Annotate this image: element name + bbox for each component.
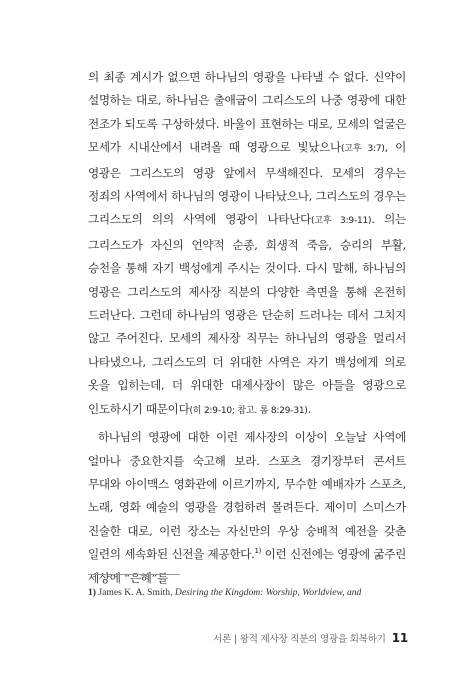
footnote-number: 1)	[88, 587, 96, 598]
scripture-reference: (고후 3:9-11)	[311, 216, 372, 227]
paragraph-1-text-b: , 이 영광은 그리스도의 영광 앞에서 무색해진다. 모세의 경우는 정죄의 사역에서 하나님의 영광이 나타났으나, 그리스도의 경우는 그리스도의 의의 사역에 영광이 나타난다	[88, 140, 407, 227]
footnote-author: James K. A. Smith,	[96, 587, 175, 598]
body-text	[88, 66, 406, 590]
scripture-reference: (고후 3:7)	[340, 144, 385, 155]
footnote-marker[interactable]: 1)	[254, 547, 262, 556]
paragraph-1	[88, 66, 406, 423]
footnote	[88, 586, 418, 599]
footnote-divider	[88, 574, 180, 575]
paragraph-1-text-c: . 의는 그리스도가 자신의 언약적 순종, 희생적 죽음, 승리의 부활, 승천을 통해 자기 백성에게 주시는 것이다. 다시 말해, 하나님의 영광은 그리스도의 제사장 직분의 다양한 측면을 통해 온전히 드러난다. 그런데 하나님의 영광은 단순히 드러나는 데서 그치지 않고 주어진다. 모세의 제사장 직무는 하나님의 영광을 멀리서 나타냈으나, 그리스도의 더 위대한 사역은 자기 백성에게 의로 옷을 입히는데, 더 위대한 대제사장이 많은 아들을 영광으로 인도하시기 때문이다	[88, 212, 406, 416]
page-number: 11	[391, 631, 408, 645]
paragraph-1-text-d: .	[307, 401, 312, 416]
paragraph-2	[88, 426, 406, 590]
footnote-title: Desiring the Kingdom: Worship, Worldview, and	[174, 587, 362, 598]
paragraph-2-text-b: 이런 신전에는 영광에 굶주린 세상에 “은혜”를	[88, 547, 407, 585]
paragraph-1-text-a: 의 최종 계시가 없으면 하나님의 영광을 나타낼 수 없다. 신약이 설명하는 대로, 하나님은 출애굽이 그리스도의 나중 영광에 대한 전조가 되도록 구상하셨다. 바울이 표현하는 대로, 모세의 얼굴은 모세가 시내산에서 내려올 때 영광으로 빛났으나	[88, 70, 406, 155]
running-footer	[213, 631, 408, 645]
running-title: 서론 | 왕적 제사장 직분의 영광을 회복하기	[213, 634, 386, 645]
paragraph-2-text-a: 하나님의 영광에 대한 이런 제사장의 이상이 오늘날 사역에 얼마나 중요한지를 숙고해 보라. 스포츠 경기장부터 콘서트 무대와 아이맥스 영화관에 이르기까지, 무수한 예배자가 스포츠, 노래, 영화 예술의 영광을 경험하려 몰려든다. 제이미 스미스가 진술한 대로, 이런 장소는 자신만의 우상 숭배적 예전을 갖춘 일련의 세속화된 신전을 제공한다.	[88, 430, 406, 562]
scripture-reference: (히 2:9-10; 참고. 롬 8:29-31)	[189, 405, 308, 416]
